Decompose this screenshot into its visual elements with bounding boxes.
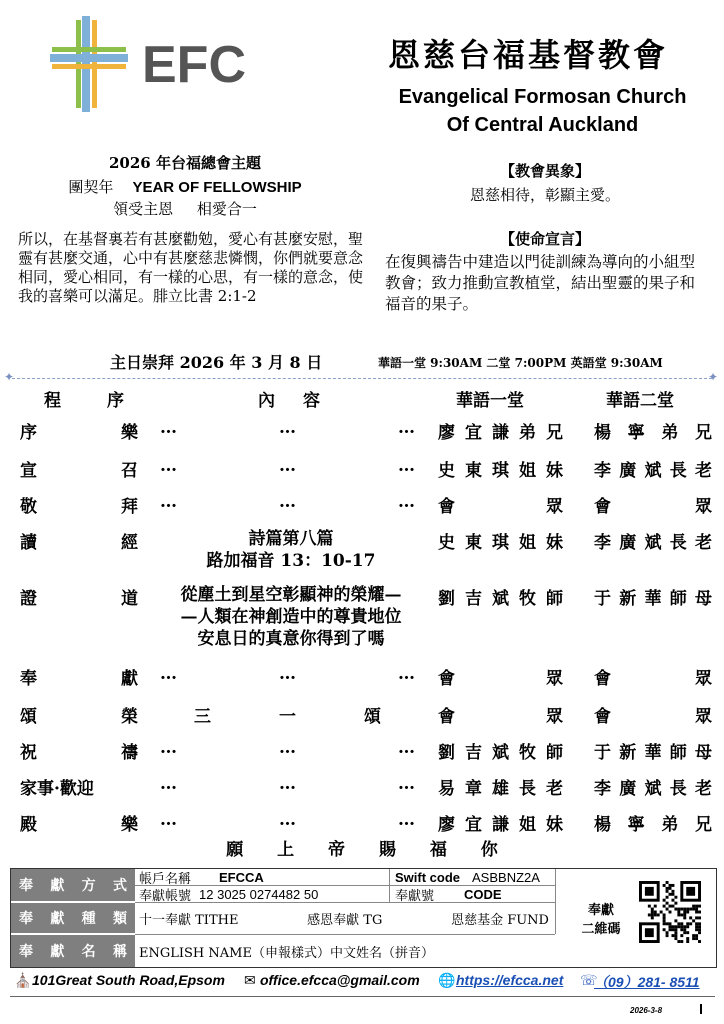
offering-type: 感恩奉獻 TG [307, 913, 383, 928]
service1-person: 易 章 雄 長 老 [438, 779, 563, 799]
service2-person: 會 眾 [594, 707, 712, 727]
program-content: … … … [160, 418, 415, 438]
phone-icon: ☏ [580, 972, 598, 988]
footer-address: 101Great South Road,Epsom [32, 972, 225, 988]
footer-email[interactable]: office.efcca@gmail.com [260, 972, 420, 988]
offering-name-rule: ENGLISH NAME（申報樣式）中文姓名（拼音） [139, 945, 434, 961]
program-item: 序 樂 [20, 423, 138, 443]
theme-year-en: YEAR OF FELLOWSHIP [132, 179, 302, 196]
efc-logo [30, 16, 260, 146]
program-item: 宣 召 [20, 461, 138, 481]
footer-rule [10, 996, 715, 997]
program-content: … … … [160, 810, 415, 830]
divider-rule [12, 378, 712, 379]
service1-person: 會 眾 [438, 669, 563, 689]
theme-verse: 所以，在基督裏若有甚麼勸勉，愛心有甚麼安慰，聖靈有甚麼交通，心中有甚麼慈悲憐憫，你們就要意念相同，愛心相同，有一樣的心思，有一樣的意念，使我的喜樂可以滿足。腓立比書 2:1-2 [18, 230, 364, 305]
account-name-label: 帳戶名稱 [139, 871, 192, 887]
service2-person: 會 眾 [594, 497, 712, 517]
email-icon: ✉ [244, 972, 256, 988]
account-name-row [139, 869, 264, 885]
theme-title: 2026 年台福總會主題 [109, 154, 261, 172]
service2-person: 李 廣 斌 長 老 [594, 779, 712, 799]
code-row [395, 886, 502, 902]
offering-types [139, 903, 549, 934]
service1-person: 劉 吉 斌 牧 師 [438, 589, 563, 609]
service2-person: 楊 寧 弟 兄 [594, 815, 712, 835]
account-no-label: 奉獻帳號 [139, 888, 192, 904]
header-program: 程 序 [44, 391, 124, 411]
program-content: … … … [160, 492, 415, 512]
star-icon: ✦ [708, 370, 719, 384]
service2-person: 會 眾 [594, 669, 712, 689]
page-mark [700, 1004, 702, 1014]
theme-motto-b: 相愛合一 [196, 200, 257, 218]
program-content: … … … [160, 774, 415, 794]
worship-date: 主日崇拜 2026 年 3 月 8 日 [110, 353, 323, 372]
program-item: 殿 樂 [20, 815, 138, 835]
globe-icon: 🌐 [438, 972, 456, 988]
swift-label: Swift code [395, 869, 461, 885]
program-item: 奉 獻 [20, 669, 138, 689]
header-content: 內 容 [258, 391, 320, 411]
qr-label-1: 奉獻 [587, 903, 614, 918]
footer-phone[interactable]: （09）281- 8511 [594, 974, 700, 990]
qr-label [571, 899, 631, 937]
program-content: … … … [160, 456, 415, 476]
qr-code-icon[interactable] [639, 881, 701, 943]
service2-person: 李 廣 斌 長 老 [594, 533, 712, 553]
service1-person: 史 東 琪 姐 妹 [438, 533, 563, 553]
service1-person: 劉 吉 斌 牧 師 [438, 743, 563, 763]
star-icon: ✦ [4, 370, 15, 384]
program-item: 讀 經 [20, 533, 138, 553]
program-item: 頌 榮 [20, 707, 138, 727]
footer-website[interactable]: https://efcca.net [456, 972, 564, 988]
account-name: EFCCA [219, 869, 264, 885]
service2-person: 于 新 華 師 母 [594, 589, 712, 609]
code-label: 奉獻號 [395, 888, 435, 904]
offering-type: 十一奉獻 TITHE [139, 913, 239, 928]
program-item: 家事·歡迎 [20, 779, 94, 799]
vision-heading: 【教會異象】 [499, 162, 590, 180]
qr-label-2: 二維碼 [581, 922, 621, 937]
offering-name-label: 奉 獻 名 稱 [11, 934, 135, 967]
service2-person: 李 廣 斌 長 老 [594, 461, 712, 481]
footer [10, 970, 715, 992]
church-icon: ⛪ [14, 972, 32, 988]
service2-person: 于 新 華 師 母 [594, 743, 712, 763]
church-name-en-line2: Of Central Auckland [446, 114, 639, 136]
mission-heading: 【使命宣言】 [499, 230, 590, 248]
header-service1: 華語一堂 [456, 391, 524, 411]
date-code: 2026-3-8 [630, 1006, 663, 1015]
logo-text: EFC [142, 36, 246, 94]
service1-person: 廖 宜 謙 姐 妹 [438, 815, 563, 835]
program-content: … … … [160, 664, 415, 684]
program-content: 從塵土到星空彰顯神的榮耀— —人類在神創造中的尊貴地位 安息日的真意你得到了嗎 [180, 585, 402, 649]
offering-method-label: 奉 獻 方 式 [11, 869, 135, 901]
swift-value: ASBBNZ2A [472, 869, 540, 885]
vision-text: 恩慈相待，彰顯主愛。 [469, 186, 620, 204]
offering-box [10, 868, 717, 968]
program-item: 證 道 [20, 589, 138, 609]
program-item: 敬 拜 [20, 497, 138, 517]
offering-type-label: 奉 獻 種 類 [11, 902, 135, 933]
theme-year [60, 176, 310, 197]
mission-text: 在復興禱告中建造以門徒訓練為導向的小組型教會；致力推動宣教植堂，結出聖靈的果子和福音的果子。 [385, 253, 696, 313]
program-content: 三 一 頌 [194, 707, 381, 727]
account-no-row [139, 886, 318, 902]
service1-person: 會 眾 [438, 497, 563, 517]
swift-row [395, 869, 540, 885]
theme-year-cn: 團契年 [68, 178, 114, 196]
theme-motto-a: 領受主恩 [113, 200, 174, 218]
header-service2: 華語二堂 [606, 391, 674, 411]
service1-person: 史 東 琪 姐 妹 [438, 461, 563, 481]
blessing: 願 上 帝 賜 福 你 [226, 840, 498, 860]
church-name-cn: 恩慈台福基督教會 [388, 36, 669, 74]
service2-person: 楊 寧 弟 兄 [594, 423, 712, 443]
church-name-en-line1: Evangelical Formosan Church [398, 86, 687, 108]
account-no: 12 3025 0274482 50 [199, 886, 319, 902]
service-times: 華語一堂 9:30AM 二堂 7:00PM 英語堂 9:30AM [378, 356, 663, 370]
program-content: … … … [160, 738, 415, 758]
service1-person: 會 眾 [438, 707, 563, 727]
code-value: CODE [464, 886, 502, 902]
theme-motto [60, 198, 310, 219]
program-item: 祝 禱 [20, 743, 138, 763]
program-content: 詩篇第八篇 路加福音 13：10-17 [206, 529, 376, 571]
offering-type: 恩慈基金 FUND [451, 913, 549, 928]
service1-person: 廖 宜 謙 弟 兄 [438, 423, 563, 443]
